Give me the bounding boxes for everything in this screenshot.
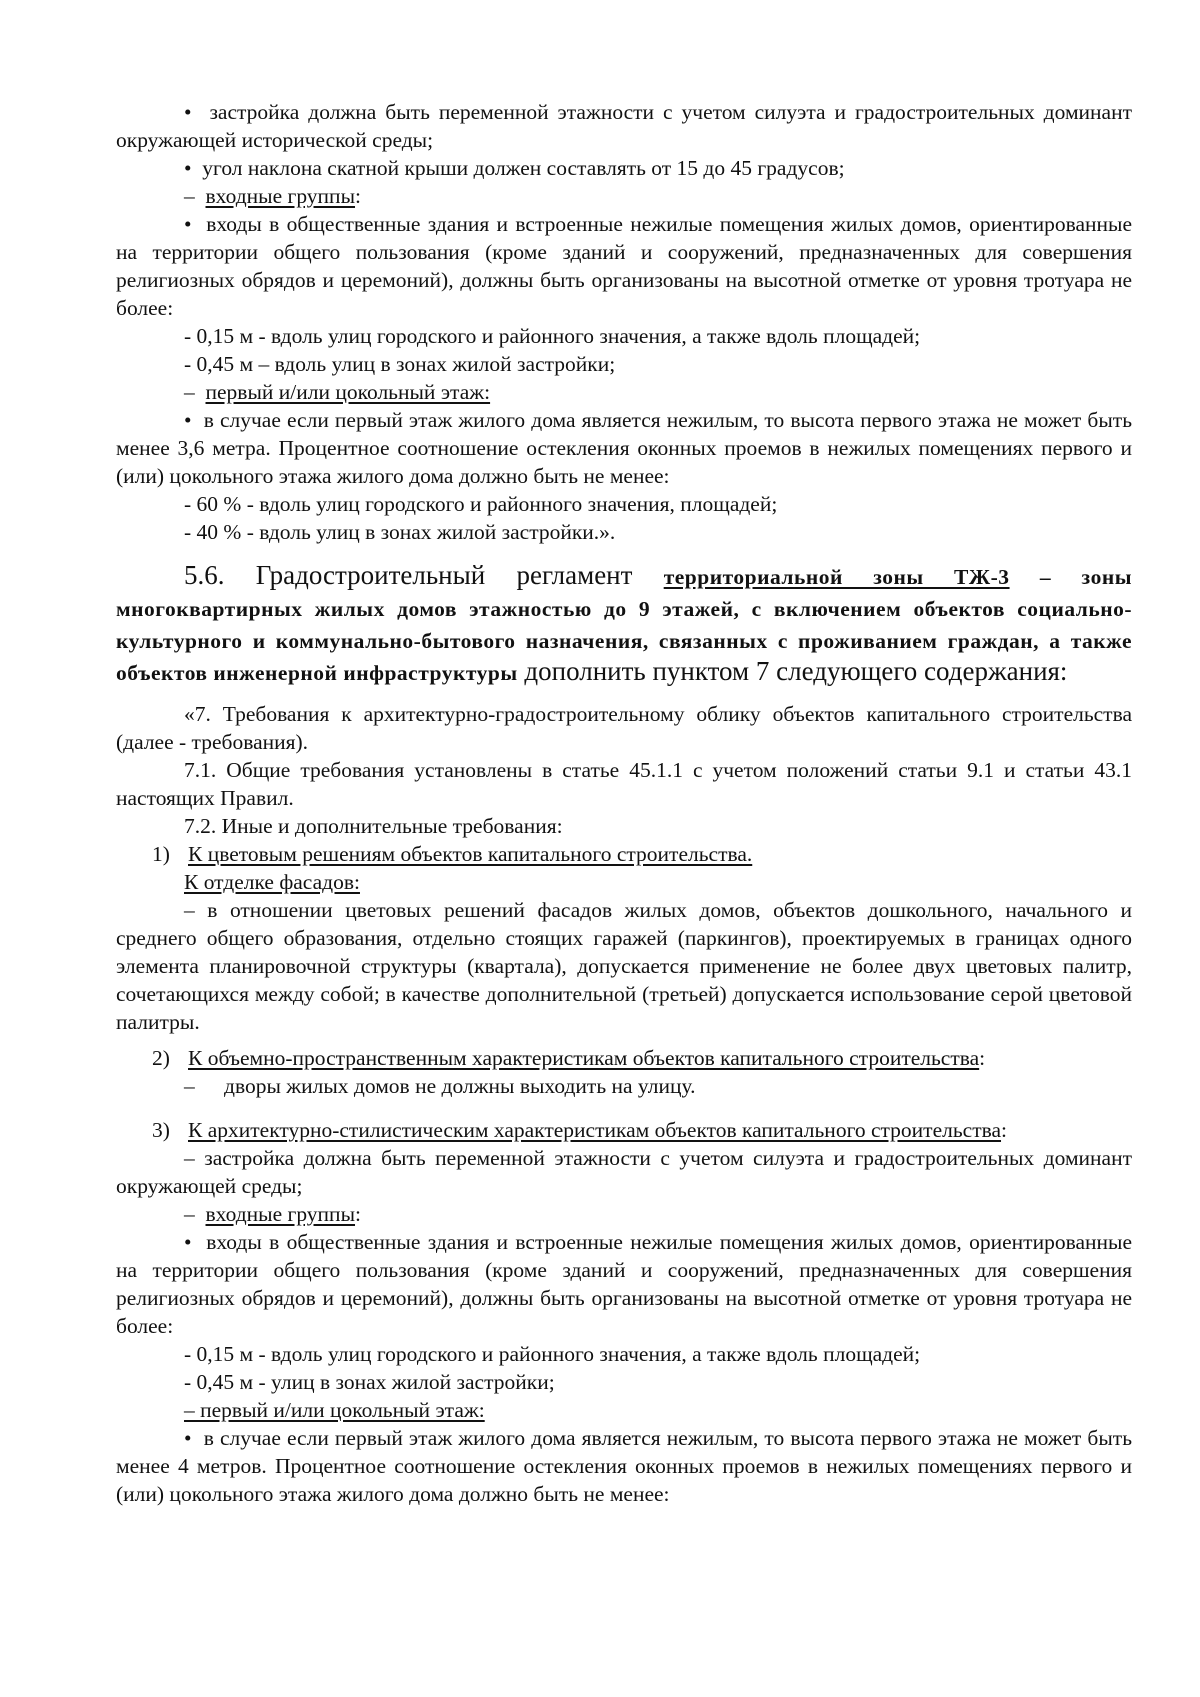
dash-marker: – <box>184 380 195 404</box>
paragraph: • в случае если первый этаж жилого дома является нежилым, то высота первого этажа не может быть менее 4 метров. Процентное соотношение остекления оконных проемов в нежилых помещениях первого и (или) цокольного этажа жилого дома должно быть не менее: <box>116 1424 1132 1508</box>
punctuation: : <box>1001 1118 1007 1142</box>
heading-prefix: 5.6. Градостроительный регламент <box>184 560 664 590</box>
section-heading <box>116 560 1132 688</box>
underlined-subheading: входные группы <box>205 1202 356 1226</box>
paragraph: 7.2. Иные и дополнительные требования: <box>184 814 563 838</box>
list-item: - 0,15 м - вдоль улиц городского и районного значения, а также вдоль площадей; <box>184 324 921 348</box>
paragraph: • входы в общественные здания и встроенные нежилые помещения жилых домов, ориентированные на территории общего пользования (кроме зданий и сооружений, предназначенных для совершения религиозных обрядов и церемоний), должны быть организованы на высотной отметке от уровня тротуара не более: <box>116 1228 1132 1340</box>
list-item: - 0,15 м - вдоль улиц городского и районного значения, а также вдоль площадей; <box>184 1342 921 1366</box>
underlined-subheading: К цветовым решениям объектов капитального строительства. <box>188 842 753 866</box>
paragraph: • входы в общественные здания и встроенные нежилые помещения жилых домов, ориентированные на территории общего пользования (кроме зданий и сооружений, предназначенных для совершения религиозных обрядов и церемоний), должны быть организованы на высотной отметке от уровня тротуара не более: <box>116 210 1132 322</box>
dash-marker: – <box>184 1074 195 1098</box>
paragraph-text: дворы жилых домов не должны выходить на улицу. <box>224 1074 696 1098</box>
paragraph: – в отношении цветовых решений фасадов жилых домов, объектов дошкольного, начального и среднего общего образования, отдельно стоящих гаражей (паркингов), проектируемых в границах одного элемента планировочной структуры (квартала), допускается применение не более двух цветовых палитр, сочетающихся между собой; в качестве дополнительной (третьей) допускается использование серой цветовой палитры. <box>116 898 1132 1034</box>
numbered-item <box>116 1044 1132 1072</box>
underlined-subheading: входные группы <box>205 184 356 208</box>
numbered-item <box>116 1116 1132 1144</box>
paragraph: • угол наклона скатной крыши должен составлять от 15 до 45 градусов; <box>116 154 1132 182</box>
underlined-subheading: первый и/или цокольный этаж: <box>205 380 491 404</box>
list-item: - 0,45 м - улиц в зонах жилой застройки; <box>184 1370 555 1394</box>
paragraph: • застройка должна быть переменной этажности с учетом силуэта и градостроительных доминант окружающей исторической среды; <box>116 98 1132 154</box>
underlined-subheading: – первый и/или цокольный этаж: <box>184 1398 485 1422</box>
underlined-subheading: К архитектурно-стилистическим характеристикам объектов капитального строительства <box>188 1118 1002 1142</box>
punctuation: : <box>355 184 361 208</box>
list-item: - 60 % - вдоль улиц городского и районного значения, площадей; <box>184 492 778 516</box>
dash-marker: – <box>184 1202 195 1226</box>
punctuation: : <box>979 1046 986 1070</box>
item-number: 1) <box>152 842 170 866</box>
document-body <box>116 98 1132 1508</box>
paragraph <box>116 1200 1132 1228</box>
heading-zone-description: – зоны многоквартирных жилых домов этажностью до 9 этажей, с включением объектов социально-культурного и коммунально-бытового назначения, связанных с проживанием граждан, а также объектов инженерной инфраструктуры <box>116 565 1132 685</box>
paragraph: 7.1. Общие требования установлены в статье 45.1.1 с учетом положений статьи 9.1 и статьи 43.1 настоящих Правил. <box>116 758 1132 810</box>
punctuation: : <box>355 1202 361 1226</box>
underlined-subheading: К отделке фасадов: <box>184 870 360 894</box>
paragraph <box>116 1072 1132 1100</box>
underlined-subheading: К объемно-пространственным характеристикам объектов капитального строительства <box>188 1046 980 1070</box>
paragraph: • в случае если первый этаж жилого дома является нежилым, то высота первого этажа не может быть менее 3,6 метра. Процентное соотношение остекления оконных проемов в нежилых помещениях первого и (или) цокольного этажа жилого дома должно быть не менее: <box>116 406 1132 490</box>
dash-marker: – <box>184 184 195 208</box>
paragraph: – застройка должна быть переменной этажности с учетом силуэта и градостроительных доминант окружающей среды; <box>116 1146 1132 1198</box>
list-item: - 0,45 м – вдоль улиц в зонах жилой застройки; <box>184 352 616 376</box>
item-number: 2) <box>152 1046 170 1070</box>
heading-zone: территориальной зоны ТЖ-3 <box>663 565 1010 589</box>
heading-tail: дополнить пунктом 7 следующего содержания: <box>517 656 1068 686</box>
paragraph: «7. Требования к архитектурно-градостроительному облику объектов капитального строительства (далее - требования). <box>116 702 1132 754</box>
item-number: 3) <box>152 1118 170 1142</box>
paragraph <box>116 378 1132 406</box>
list-item: - 40 % - вдоль улиц в зонах жилой застройки.». <box>184 520 616 544</box>
paragraph <box>116 182 1132 210</box>
paragraph <box>116 868 1132 896</box>
numbered-item <box>116 840 1132 868</box>
